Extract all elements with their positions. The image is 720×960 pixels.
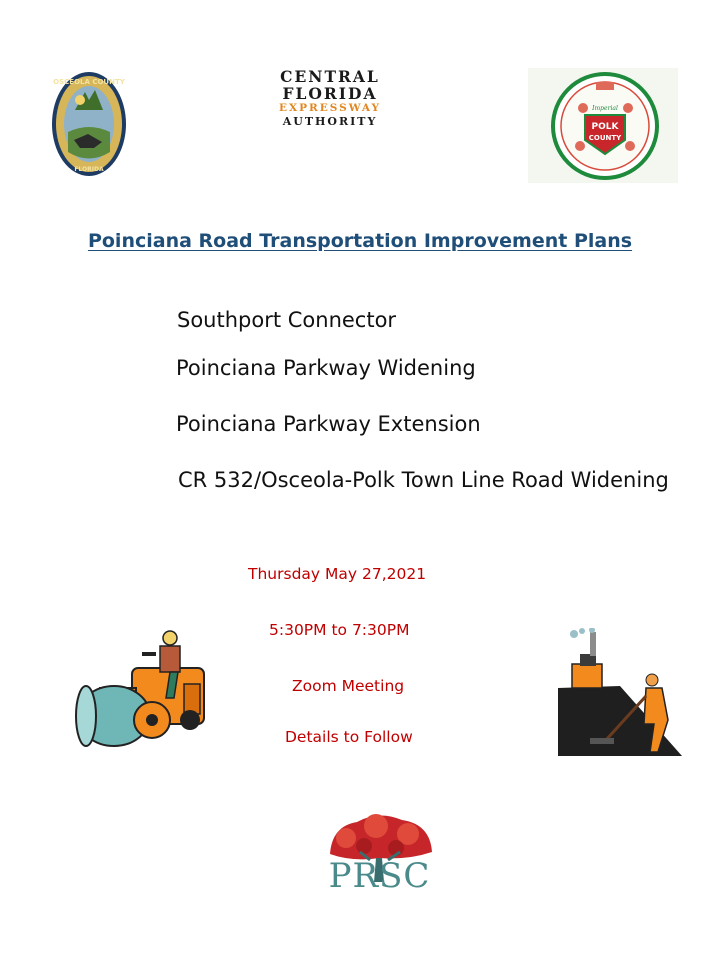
seal-imperial-text: Imperial [592, 105, 618, 112]
logo-line-authority: AUTHORITY [282, 115, 378, 128]
page-title: Poinciana Road Transportation Improvement Plans [87, 230, 633, 252]
plan-item-southport: Southport Connector [177, 308, 397, 332]
paving-worker-illustration [550, 628, 684, 758]
cfx-authority-logo [270, 68, 390, 129]
plan-item-cr532: CR 532/Osceola-Polk Town Line Road Widening [178, 468, 669, 492]
polk-county-seal [528, 68, 678, 183]
logo-line-expressway: EXPRESSWAY [279, 102, 381, 114]
seal-polk-text: POLK [591, 122, 619, 132]
road-roller-illustration [74, 628, 214, 752]
meeting-details: Details to Follow [285, 728, 413, 746]
plan-item-extension: Poinciana Parkway Extension [176, 412, 481, 436]
meeting-time: 5:30PM to 7:30PM [269, 621, 410, 639]
prsc-logo-text: PRSC [328, 856, 431, 896]
seal-county-text: COUNTY [588, 134, 622, 142]
meeting-date: Thursday May 27,2021 [248, 565, 427, 583]
seal-top-text: OSCEOLA COUNTY [53, 78, 125, 86]
plan-item-widening: Poinciana Parkway Widening [176, 356, 476, 380]
osceola-county-seal [50, 70, 128, 178]
logo-line-central: CENTRAL [280, 67, 380, 86]
meeting-format: Zoom Meeting [292, 677, 405, 695]
seal-bottom-text: FLORIDA [74, 166, 104, 173]
logo-line-florida: FLORIDA [282, 84, 378, 103]
